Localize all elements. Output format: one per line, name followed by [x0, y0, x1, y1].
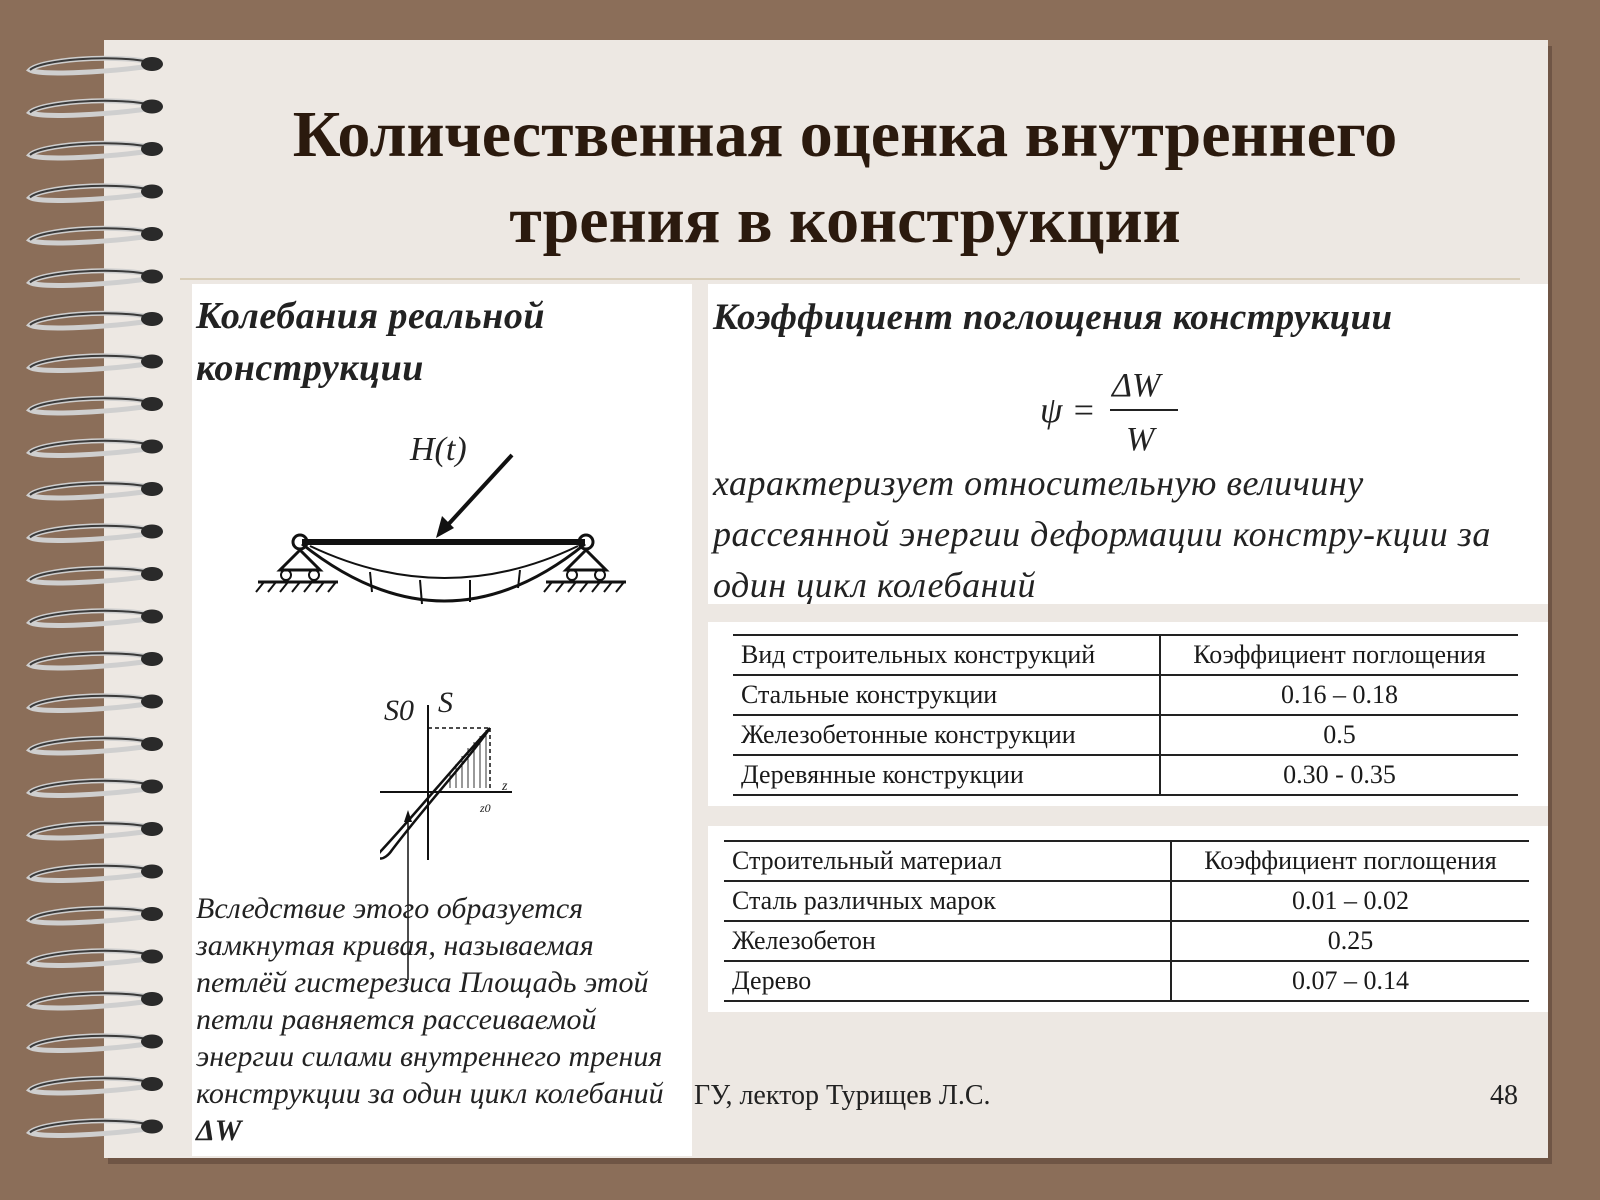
- spiral-ring: [30, 568, 150, 583]
- spiral-hole: [141, 525, 163, 539]
- spiral-ring: [30, 398, 150, 413]
- spiral-ring: [30, 738, 150, 753]
- table-header-cell: Строительный материал: [724, 841, 1171, 881]
- spiral-ring: [30, 1036, 150, 1051]
- formula-lhs: ψ =: [1040, 390, 1096, 430]
- table-header-cell: Коэффициент поглощения: [1171, 841, 1529, 881]
- absorption-formula: [1040, 362, 1180, 458]
- spiral-ring: [30, 186, 150, 201]
- slide-title: Количественная оценка внутреннего трения в конструкции: [292, 98, 1398, 257]
- spiral-hole: [141, 397, 163, 411]
- z-label: z: [502, 779, 508, 794]
- spiral-ring: [30, 101, 150, 116]
- spiral-hole: [141, 695, 163, 709]
- table-cell: 0.5: [1160, 715, 1518, 755]
- page-number: 48: [1490, 1080, 1518, 1111]
- formula-denominator: W: [1126, 421, 1155, 458]
- spiral-hole: [141, 822, 163, 836]
- left-description-text: Вследствие этого образуется замкнутая кривая, называемая петлёй гистерезиса Площадь этой петли равняется рассеиваемой энергии силами внутреннего трения конструкции за один цикл колебаний: [196, 892, 664, 1110]
- table-cell: Деревянные конструкции: [733, 755, 1160, 795]
- spiral-ring: [30, 611, 150, 626]
- table-row: [724, 881, 1529, 921]
- spiral-ring: [30, 823, 150, 838]
- spiral-hole: [141, 950, 163, 964]
- spiral-ring: [30, 441, 150, 456]
- table-header-row: [724, 841, 1529, 881]
- spiral-hole: [141, 1035, 163, 1049]
- table-cell: 0.01 – 0.02: [1171, 881, 1529, 921]
- energy-symbol: ΔW: [196, 1114, 242, 1147]
- table-row: [724, 961, 1529, 1001]
- spiral-hole: [141, 1077, 163, 1091]
- spiral-hole: [141, 652, 163, 666]
- beam-diagram: [250, 420, 630, 630]
- spiral-hole: [141, 185, 163, 199]
- spiral-hole: [141, 312, 163, 326]
- s0-label: S0: [384, 694, 414, 727]
- spiral-ring: [30, 908, 150, 923]
- table-cell: 0.30 - 0.35: [1160, 755, 1518, 795]
- table-cell: Стальные конструкции: [733, 675, 1160, 715]
- table-row: [733, 715, 1518, 755]
- spiral-hole: [141, 227, 163, 241]
- spiral-hole: [141, 567, 163, 581]
- table-cell: 0.16 – 0.18: [1160, 675, 1518, 715]
- hysteresis-loop: [380, 728, 490, 859]
- spiral-ring: [30, 781, 150, 796]
- spiral-hole: [141, 907, 163, 921]
- beam-deflection-curve: [302, 544, 585, 601]
- spiral-hole: [141, 482, 163, 496]
- spiral-hole: [141, 142, 163, 156]
- s-label: S: [438, 690, 453, 719]
- spiral-ring: [30, 653, 150, 668]
- construction-absorption-table: [733, 634, 1518, 796]
- spiral-ring: [30, 356, 150, 371]
- spiral-ring: [30, 143, 150, 158]
- spiral-ring: [30, 483, 150, 498]
- right-heading: Коэффициент поглощения конструкции: [713, 297, 1393, 338]
- spiral-hole: [141, 270, 163, 284]
- table-cell: Железобетонные конструкции: [733, 715, 1160, 755]
- spiral-hole: [141, 737, 163, 751]
- spiral-ring: [30, 951, 150, 966]
- table-row: [733, 675, 1518, 715]
- left-heading: Колебания реальной конструкции: [196, 295, 545, 389]
- table-cell: Дерево: [724, 961, 1171, 1001]
- section-line: [370, 572, 372, 592]
- spiral-hole: [141, 100, 163, 114]
- spiral-ring: [30, 993, 150, 1008]
- spiral-hole: [141, 1120, 163, 1134]
- spiral-ring: [30, 696, 150, 711]
- z0-label: z0: [480, 801, 491, 815]
- spiral-ring: [30, 1121, 150, 1136]
- spiral-ring: [30, 866, 150, 881]
- spiral-ring: [30, 1078, 150, 1093]
- spiral-hole: [141, 992, 163, 1006]
- material-absorption-table: [724, 840, 1529, 1002]
- table-header-row: [733, 635, 1518, 675]
- footer-text: ГУ, лектор Турищев Л.С.: [694, 1080, 991, 1111]
- spiral-hole: [141, 780, 163, 794]
- formula-numerator: ΔW: [1112, 367, 1161, 404]
- spiral-ring: [30, 313, 150, 328]
- spiral-hole: [141, 865, 163, 879]
- spiral-binding-icon: [0, 40, 180, 1170]
- table-cell: 0.25: [1171, 921, 1529, 961]
- left-description: [196, 890, 686, 1149]
- spiral-hole: [141, 355, 163, 369]
- table-header-cell: Коэффициент поглощения: [1160, 635, 1518, 675]
- table-row: [733, 755, 1518, 795]
- right-description: характеризует относительную величину рассеянной энергии деформации констру-кции за один цикл колебаний: [713, 463, 1491, 605]
- table-row: [724, 921, 1529, 961]
- beam-inner-curve: [310, 546, 578, 578]
- spiral-hole: [141, 610, 163, 624]
- table-header-cell: Вид строительных конструкций: [733, 635, 1160, 675]
- table-cell: 0.07 – 0.14: [1171, 961, 1529, 1001]
- title-divider: [180, 278, 1520, 280]
- table-cell: Сталь различных марок: [724, 881, 1171, 921]
- spiral-ring: [30, 271, 150, 286]
- table-cell: Железобетон: [724, 921, 1171, 961]
- beam-load-label: H(t): [410, 431, 467, 468]
- spiral-hole: [141, 57, 163, 71]
- spiral-ring: [30, 228, 150, 243]
- spiral-ring: [30, 58, 150, 73]
- spiral-ring: [30, 526, 150, 541]
- spiral-hole: [141, 440, 163, 454]
